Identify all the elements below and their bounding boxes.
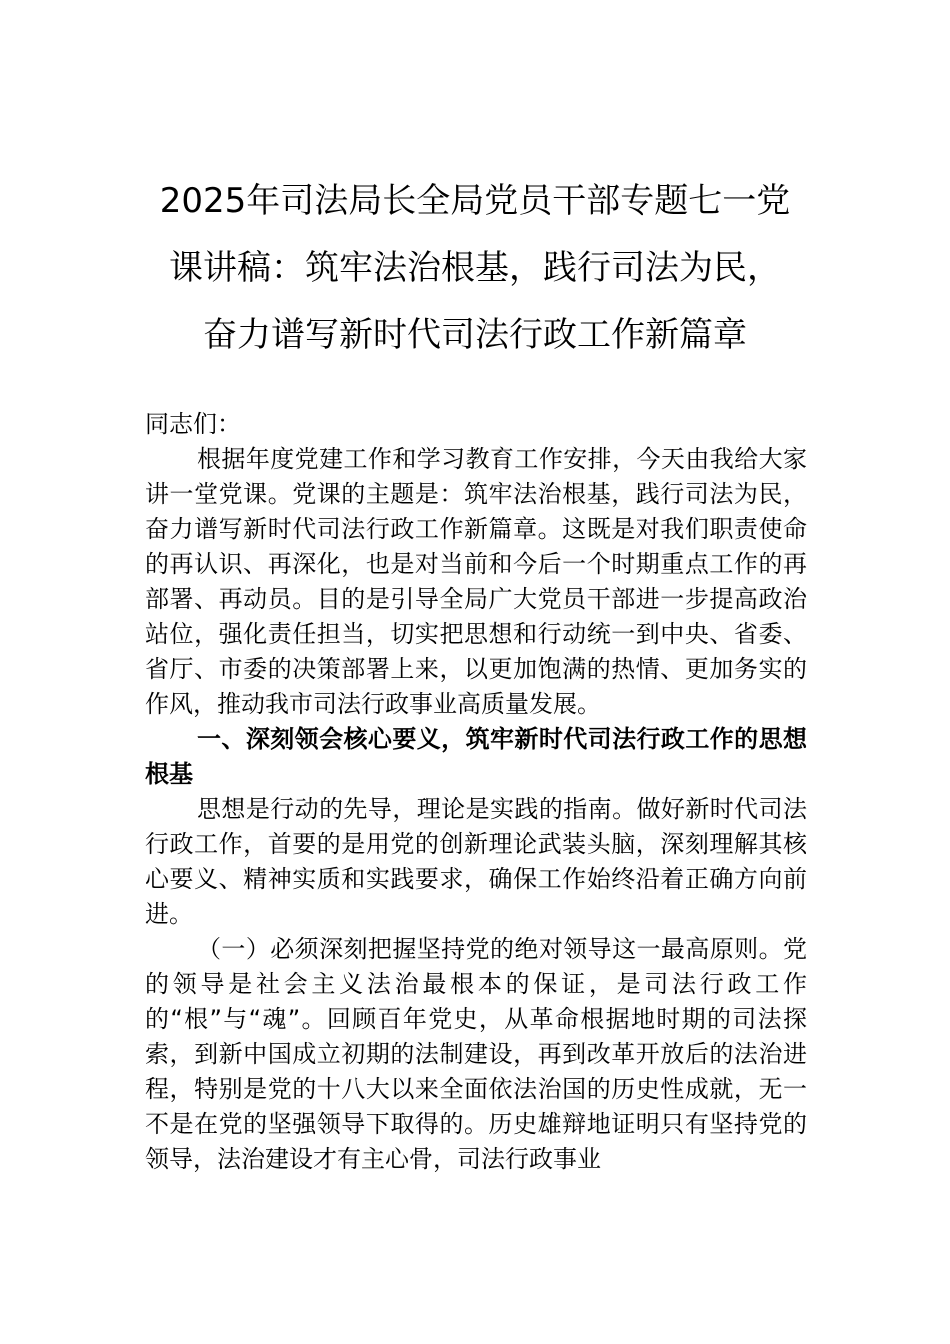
paragraph-section-1: 思想是行动的先导，理论是实践的指南。做好新时代司法行政工作，首要的是用党的创新理论武装头脑，深刻理解其核心要义、精神实质和实践要求，确保工作始终沿着正确方向前进。 bbox=[145, 795, 807, 928]
title-line-3: 奋力谱写新时代司法行政工作新篇章 bbox=[203, 315, 747, 355]
paragraph-intro: 根据年度党建工作和学习教育工作安排，今天由我给大家讲一堂党课。党课的主题是：筑牢法治根基，践行司法为民，奋力谱写新时代司法行政工作新篇章。这既是对我们职责使命的再认识、再深化，也是对当前和今后一个时期重点工作的再部署、再动员。目的是引导全局广大党员干部进一步提高政治站位，强化责任担当，切实把思想和行动统一到中央、省委、省厅、市委的决策部署上来，以更加饱满的热情、更加务实的作风，推动我市司法行政事业高质量发展。 bbox=[145, 445, 807, 718]
title-line-2: 课讲稿：筑牢法治根基，践行司法为民， bbox=[169, 248, 781, 288]
document-body bbox=[145, 407, 807, 1177]
title-line-1: 2025年司法局长全局党员干部专题七一党 bbox=[159, 181, 791, 221]
paragraph-subsection-1: （一）必须深刻把握坚持党的绝对领导这一最高原则。党的领导是社会主义法治最根本的保证，是司法行政工作的“根”与“魂”。回顾百年党史，从革命根据地时期的司法探索，到新中国成立初期的法制建设，再到改革开放后的法治进程，特别是党的十八大以来全面依法治国的历史性成就，无一不是在党的坚强领导下取得的。历史雄辩地证明只有坚持党的领导，法治建设才有主心骨，司法行政事业 bbox=[145, 935, 807, 1173]
salutation: 同志们： bbox=[145, 410, 241, 438]
section-heading-1: 一、深刻领会核心要义，筑牢新时代司法行政工作的思想根基 bbox=[145, 725, 807, 788]
document-title bbox=[120, 168, 830, 369]
